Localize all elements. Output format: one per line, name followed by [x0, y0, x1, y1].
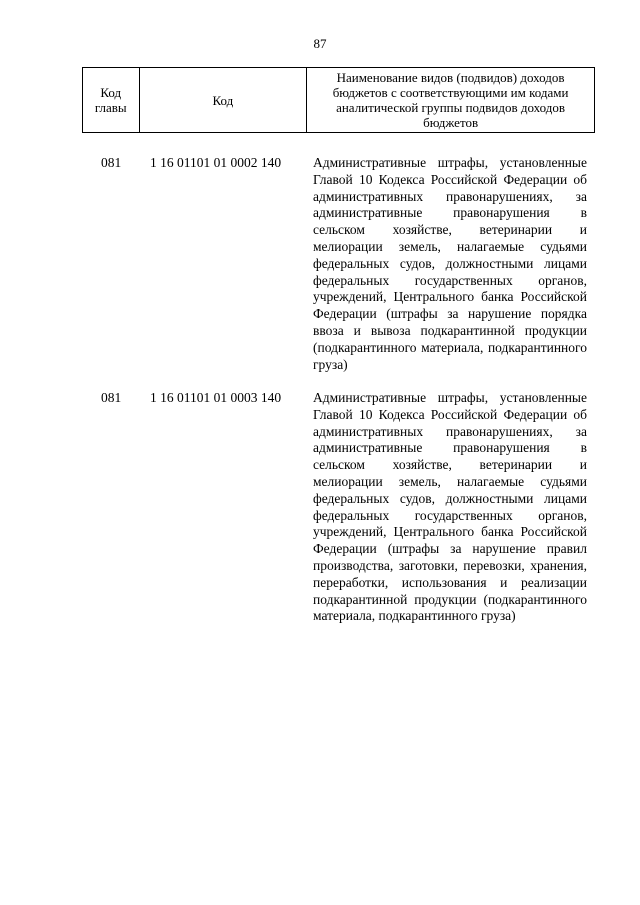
header-name: Наименование видов (подвидов) доходов бюджетов с соответствующими им кодами аналитической группы подвидов доходов бюджетов	[307, 68, 595, 133]
header-chapter-code: Код главы	[83, 68, 140, 133]
row-chapter-code: 081	[101, 390, 122, 405]
header-code: Код	[139, 68, 307, 133]
row-description: Административные штрафы, установленные Главой 10 Кодекса Российской Федерации об административных правонарушениях, за административные правонарушения в сельском хозяйстве, ветеринарии и мелиорации земель, налагаемые судьями федеральных судов, должностными лицами федеральных государственных органов, учреждений, Центрального банка Российской Федерации (штрафы за нарушение правил производства, заготовки, перевозки, хранения, переработки, использования и реализации подкарантинной продукции (подкарантинного материала, подкарантинного груза)	[313, 390, 587, 624]
row-description: Административные штрафы, установленные Главой 10 Кодекса Российской Федерации об административных правонарушениях, за административные правонарушения в сельском хозяйстве, ветеринарии и мелиорации земель, налагаемые судьями федеральных судов, должностными лицами федеральных государственных органов, учреждений, Центрального банка Российской Федерации (штрафы за нарушение порядка ввоза и вывоза подкарантинной продукции (подкарантинного материала, подкарантинного груза)	[313, 155, 587, 372]
table-header	[82, 67, 595, 133]
page-number: 87	[313, 36, 327, 51]
row-code: 1 16 01101 01 0003 140	[150, 390, 282, 405]
row-code: 1 16 01101 01 0002 140	[150, 155, 282, 170]
row-chapter-code: 081	[101, 155, 122, 170]
